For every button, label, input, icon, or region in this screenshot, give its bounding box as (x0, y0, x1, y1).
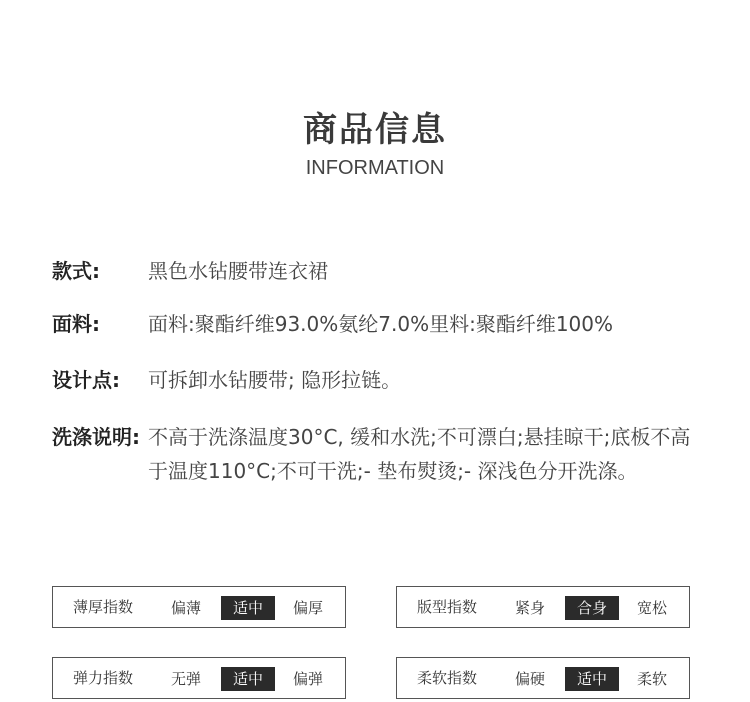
elasticity-index (52, 657, 346, 699)
detail-value: 可拆卸水钻腰带; 隐形拉链。 (148, 368, 402, 392)
index-option: 偏薄 (170, 599, 201, 617)
index-option: 无弹 (170, 670, 201, 688)
detail-label: 款式: (52, 259, 100, 283)
index-option: 适中 (221, 667, 275, 691)
index-option: 偏弹 (292, 670, 323, 688)
index-option: 适中 (565, 667, 619, 691)
index-option: 宽松 (636, 599, 667, 617)
index-option: 合身 (565, 596, 619, 620)
thickness-index (52, 586, 346, 628)
detail-value: 不高于洗涤温度30°C, 缓和水洗;不可漂白;悬挂晾干;底板不高于温度110°C;不可干洗;- 垫布熨烫;- 深浅色分开洗涤。 (148, 425, 691, 483)
index-name: 柔软指数 (417, 669, 478, 687)
section-subtitle: INFORMATION (305, 157, 445, 179)
index-option: 偏硬 (514, 670, 545, 688)
detail-value: 面料:聚酯纤维93.0%氨纶7.0%里料:聚酯纤维100% (148, 312, 613, 336)
index-name: 薄厚指数 (73, 598, 134, 616)
softness-index (396, 657, 690, 699)
detail-label: 洗涤说明: (52, 425, 140, 449)
index-name: 弹力指数 (73, 669, 134, 687)
detail-label: 面料: (52, 312, 100, 336)
detail-label: 设计点: (52, 368, 120, 392)
section-title: 商品信息 (303, 110, 447, 150)
index-name: 版型指数 (417, 598, 478, 616)
detail-value: 黑色水钻腰带连衣裙 (148, 259, 328, 283)
index-option: 紧身 (514, 599, 545, 617)
index-option: 柔软 (636, 670, 667, 688)
index-option: 适中 (221, 596, 275, 620)
index-option: 偏厚 (292, 599, 323, 617)
fit-index (396, 586, 690, 628)
